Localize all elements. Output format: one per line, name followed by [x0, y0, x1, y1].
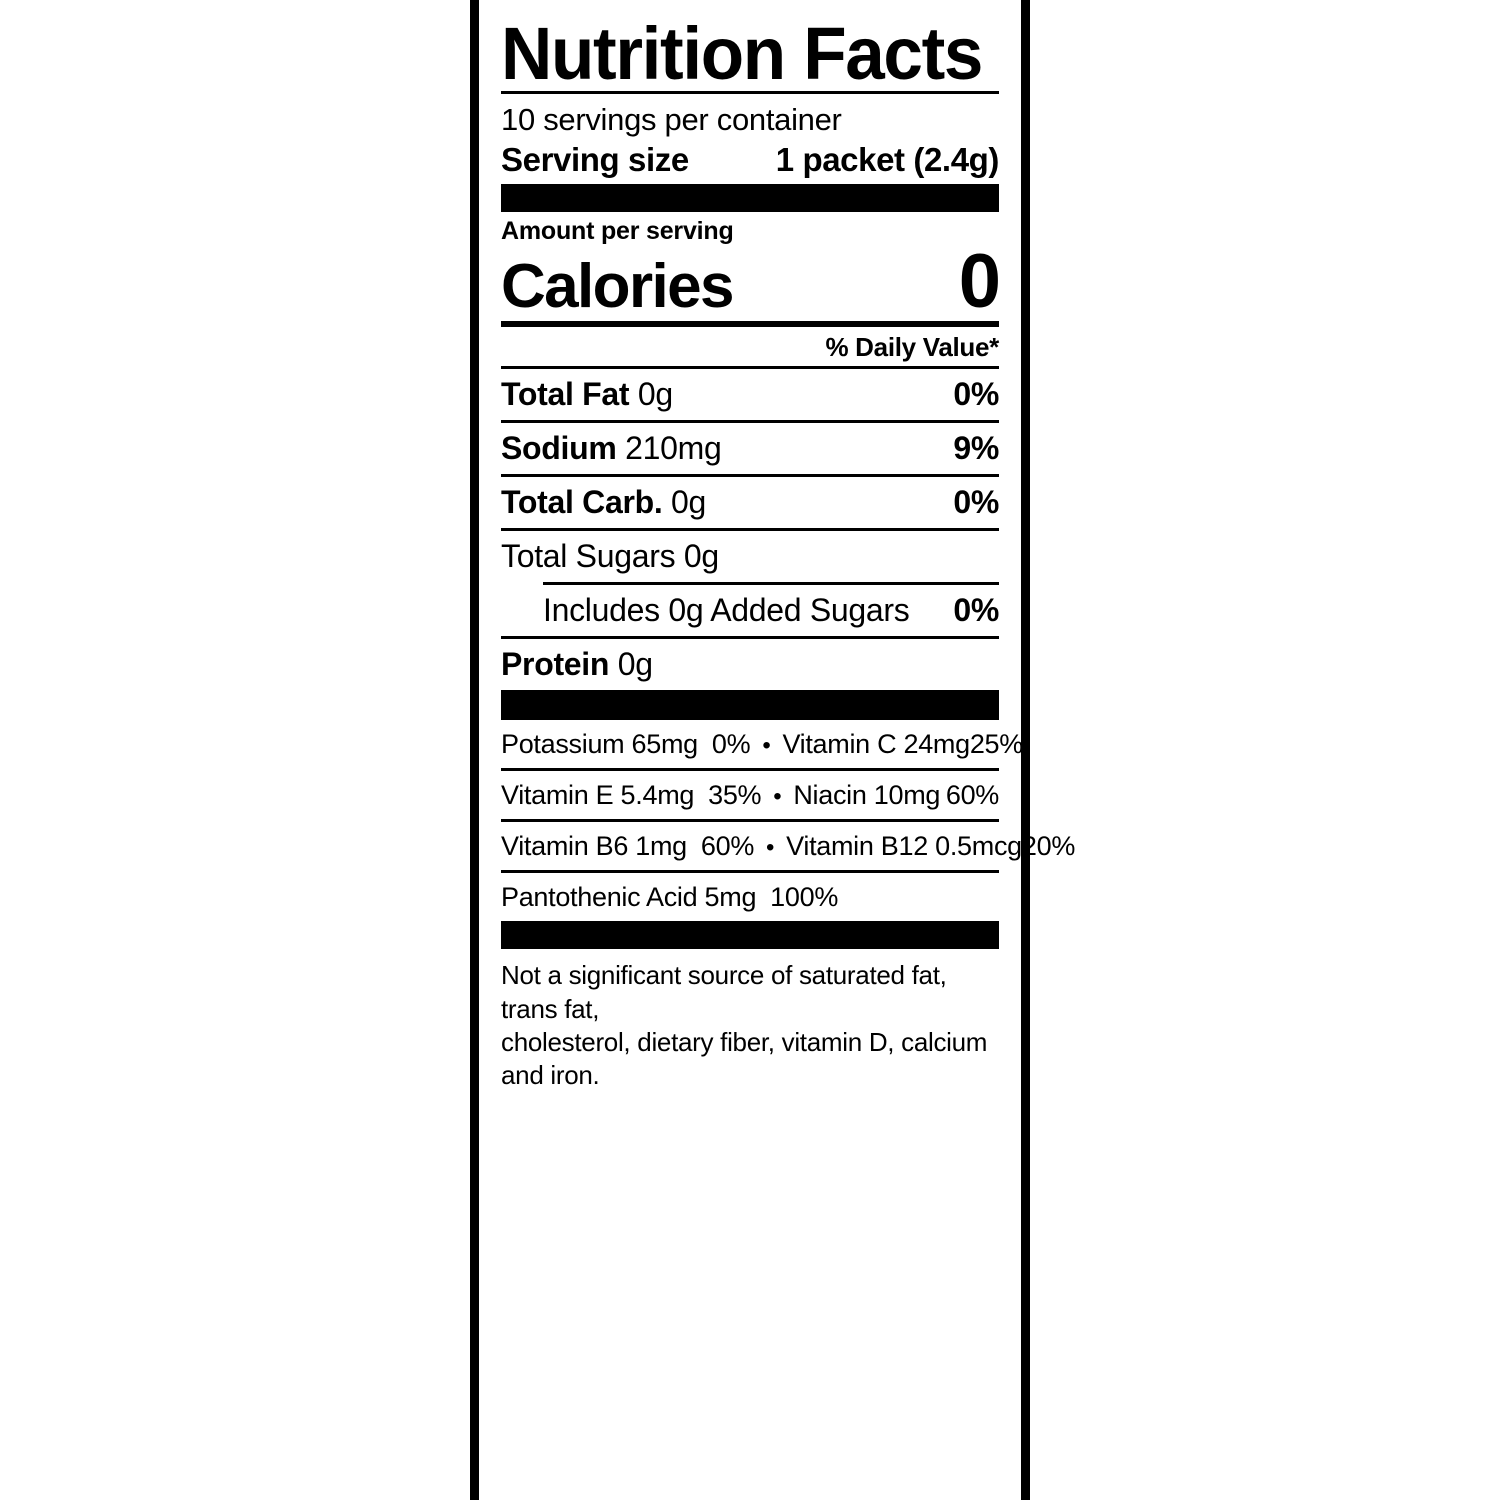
nutrient-pct: 0%	[953, 592, 999, 629]
serving-size-label: Serving size	[501, 141, 689, 179]
vitamin-left-group	[501, 831, 1022, 862]
vitamin-left-name: Potassium 65mg	[501, 729, 698, 760]
vitamin-left-pct: 100%	[770, 882, 839, 913]
nutrient-row-total-carb	[501, 477, 999, 528]
thick-divider-1	[501, 184, 999, 212]
nutrient-pct: 0%	[953, 376, 999, 413]
nutrient-row-added-sugars	[501, 585, 999, 636]
footnote-line-1: Not a significant source of saturated fat, trans fat,	[501, 960, 947, 1024]
nutrient-row-total-fat	[501, 369, 999, 420]
bullet-separator-icon: •	[766, 834, 775, 862]
vitamin-left-group	[501, 780, 940, 811]
nutrient-row-protein	[501, 639, 999, 690]
vitamin-left-pct: 60%	[700, 831, 755, 862]
footnote-line-2: cholesterol, dietary fiber, vitamin D, calcium and iron.	[501, 1026, 988, 1091]
vitamin-right-pct: 20%	[1021, 831, 1076, 862]
nutrient-row-total-sugars	[501, 531, 999, 582]
vitamin-left-pct: 35%	[708, 780, 762, 811]
vitamin-row-2	[501, 771, 999, 819]
daily-value-header: % Daily Value*	[825, 332, 999, 363]
nutrient-row-sodium	[501, 423, 999, 474]
nutrient-name: Includes 0g Added Sugars	[543, 592, 910, 629]
vitamin-right-pct: 60%	[945, 780, 999, 811]
nutrient-name: Total Sugars 0g	[501, 538, 719, 575]
nutrient-name: Protein 0g	[501, 646, 653, 683]
nutrient-pct: 9%	[953, 430, 999, 467]
vitamin-left-group	[501, 882, 838, 913]
vitamin-left-name: Vitamin B6 1mg	[501, 831, 687, 862]
serving-size-value: 1 packet (2.4g)	[775, 141, 999, 179]
vitamin-right-name: Vitamin B12 0.5mcg	[786, 831, 1022, 862]
vitamin-right-pct: 25%	[969, 729, 1023, 760]
vitamin-right-name: Niacin 10mg	[793, 780, 941, 811]
bullet-separator-icon: •	[762, 732, 771, 760]
nutrient-pct: 0%	[953, 484, 999, 521]
vitamin-left-name: Vitamin E 5.4mg	[501, 780, 695, 811]
footnote	[501, 949, 999, 1092]
vitamin-left-pct: 0%	[711, 729, 751, 760]
nutrient-name: Sodium 210mg	[501, 430, 722, 467]
servings-per-container: 10 servings per container	[501, 101, 842, 137]
thick-divider-3	[501, 921, 999, 949]
vitamin-row-1	[501, 720, 1023, 768]
vitamin-right-name: Vitamin C 24mg	[782, 729, 970, 760]
thick-divider-2	[501, 690, 999, 720]
nutrition-facts-label	[470, 0, 1076, 1500]
vitamin-left-group	[501, 729, 970, 760]
calories-label: Calories	[501, 252, 733, 322]
nutrient-name: Total Carb. 0g	[501, 484, 707, 521]
page-title: Nutrition Facts	[501, 12, 983, 95]
vitamin-left-name: Pantothenic Acid 5mg	[501, 882, 757, 913]
vitamin-row-4	[501, 873, 999, 921]
bullet-separator-icon: •	[773, 783, 782, 811]
calories-value: 0	[958, 239, 999, 325]
calories-row	[501, 239, 999, 325]
amount-per-serving-label: Amount per serving	[501, 217, 734, 246]
nutrient-name: Total Fat 0g	[501, 376, 673, 413]
serving-size-row	[501, 139, 999, 184]
vitamin-row-3	[501, 822, 1076, 870]
